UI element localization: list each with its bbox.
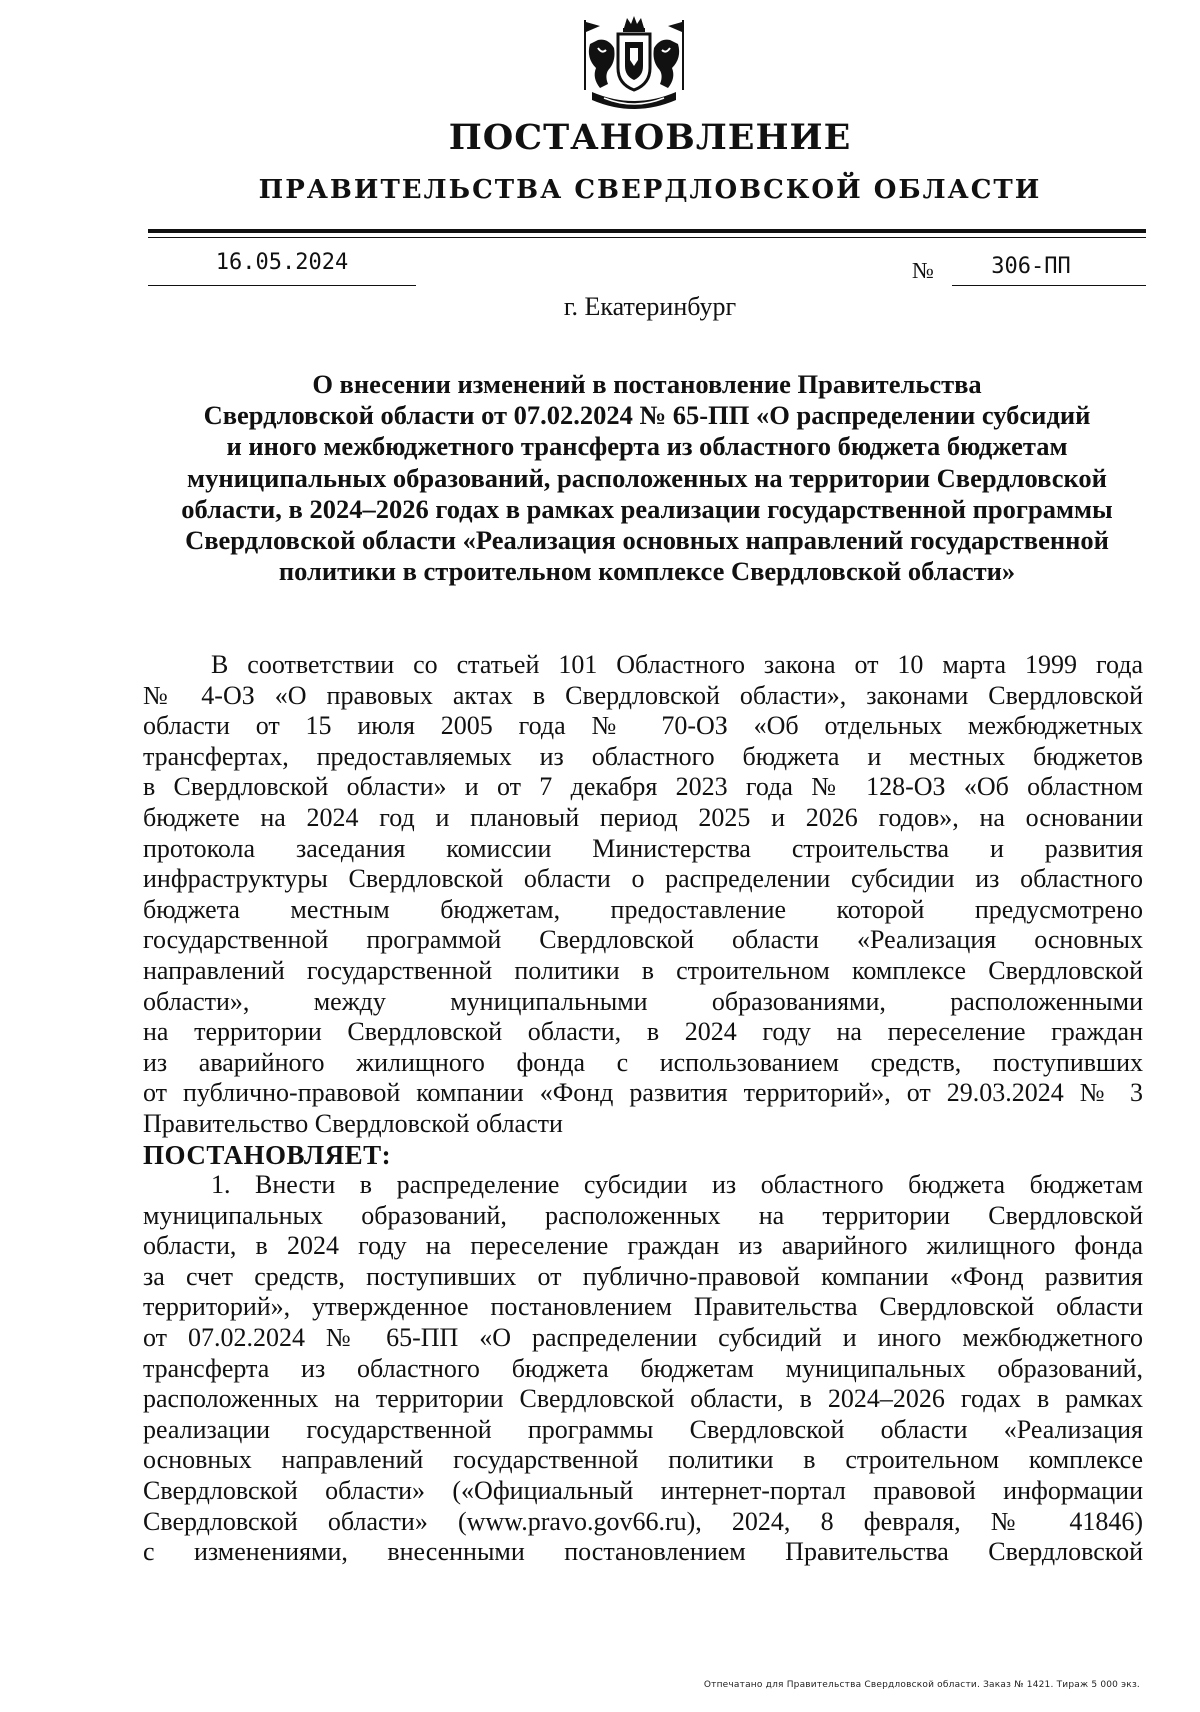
- preamble-line: В соответствии со статьей 101 Областного закона от 10 марта 1999 года: [211, 650, 1143, 679]
- issuing-authority: ПРАВИТЕЛЬСТВА СВЕРДЛОВСКОЙ ОБЛАСТИ: [258, 175, 1042, 205]
- preamble-line: от публично-правовой компании «Фонд развития территорий», от 29.03.2024 № 3: [143, 1078, 1143, 1108]
- item1-line: реализации государственной программы Свердловской области «Реализация: [143, 1414, 1143, 1444]
- heading-line: политики в строительном комплексе Свердловской области»: [278, 556, 1016, 587]
- item1-line: области, в 2024 году на переселение граждан из аварийного жилищного фонда: [143, 1231, 1143, 1261]
- preamble-line: трансфертах, предоставляемых из областного бюджета и местных бюджетов: [143, 741, 1143, 771]
- item1-line: трансферта из областного бюджета бюджетам муниципальных образований,: [143, 1353, 1143, 1383]
- item1-line: основных направлений государственной политики в строительном комплексе: [143, 1445, 1143, 1475]
- document-date: 16.05.2024: [148, 246, 416, 286]
- item1-line: Свердловской области» (www.pravo.gov66.ru), 2024, 8 февраля, № 41846): [143, 1506, 1143, 1536]
- preamble-line: на территории Свердловской области, в 2024 году на переселение граждан: [143, 1017, 1143, 1047]
- heading-line: муниципальных образований, расположенных на территории Свердловской: [187, 462, 1107, 493]
- item1-line: за счет средств, поступивших от публично-правовой компании «Фонд развития: [143, 1261, 1143, 1291]
- preamble-line: государственной программой Свердловской области «Реализация основных: [143, 925, 1143, 955]
- document-number: 306-ПП: [952, 252, 1146, 286]
- preamble-line: протокола заседания комиссии Министерства строительства и развития: [143, 833, 1143, 863]
- document-type-title: ПОСТАНОВЛЕНИЕ: [448, 117, 852, 158]
- item1-line: с изменениями, внесенными постановлением Правительства Свердловской: [143, 1537, 1143, 1567]
- print-footer-note: Отпечатано для Правительства Свердловской области. Заказ № 1421. Тираж 5 000 экз.: [703, 1680, 1140, 1690]
- document-heading: [148, 369, 1146, 587]
- heading-line: Свердловской области «Реализация основных направлений государственной: [185, 525, 1109, 556]
- item1-line: Свердловской области» («Официальный интернет-портал правовой информации: [143, 1476, 1143, 1506]
- preamble-line: Правительство Свердловской области: [143, 1108, 563, 1138]
- item1-line: от 07.02.2024 № 65-ПП «О распределении субсидий и иного межбюджетного: [143, 1323, 1143, 1353]
- item1-line: муниципальных образований, расположенных на территории Свердловской: [143, 1200, 1143, 1230]
- preamble-line: № 4-ОЗ «О правовых актах в Свердловской области», законами Свердловской: [143, 680, 1143, 710]
- preamble-line: из аварийного жилищного фонда с использованием средств, поступивших: [143, 1047, 1143, 1077]
- heading-line: и иного межбюджетного трансферта из областного бюджета бюджетам: [226, 431, 1068, 462]
- item1-line: расположенных на территории Свердловской области, в 2024–2026 годах в рамках: [143, 1384, 1143, 1414]
- document-number-field: [912, 252, 1147, 290]
- item1-line: территорий», утвержденное постановлением Правительства Свердловской области: [143, 1292, 1143, 1322]
- item1-line: 1. Внести в распределение субсидии из областного бюджета бюджетам: [211, 1170, 1143, 1200]
- heading-line: Свердловской области от 07.02.2024 № 65-ПП «О распределении субсидий: [203, 400, 1091, 431]
- preamble-line: инфраструктуры Свердловской области о распределении субсидии из областного: [143, 864, 1143, 894]
- preamble-line: области от 15 июля 2005 года № 70-ОЗ «Об отдельных межбюджетных: [143, 711, 1143, 741]
- heading-line: области, в 2024–2026 годах в рамках реализации государственной программы: [181, 493, 1113, 524]
- document-city: г. Екатеринбург: [563, 292, 737, 321]
- preamble-line: в Свердловской области» и от 7 декабря 2023 года № 128-ОЗ «Об областном: [143, 772, 1143, 802]
- header-rule-thin: [148, 237, 1146, 238]
- decree-word: ПОСТАНОВЛЯЕТ:: [143, 1139, 392, 1170]
- preamble-line: области», между муниципальными образованиями, расположенными: [143, 986, 1143, 1016]
- preamble-line: бюджета местным бюджетам, предоставление которой предусмотрено: [143, 894, 1143, 924]
- preamble-line: направлений государственной политики в строительном комплексе Свердловской: [143, 955, 1143, 985]
- preamble-line: бюджете на 2024 год и плановый период 2025 и 2026 годов», на основании: [143, 802, 1143, 832]
- heading-line: О внесении изменений в постановление Правительства: [312, 369, 982, 399]
- number-sign: №: [912, 258, 934, 283]
- document-body: [143, 650, 1143, 1568]
- sverdlovsk-coat-of-arms-icon: [578, 14, 690, 120]
- header-rule-thick: [148, 229, 1146, 233]
